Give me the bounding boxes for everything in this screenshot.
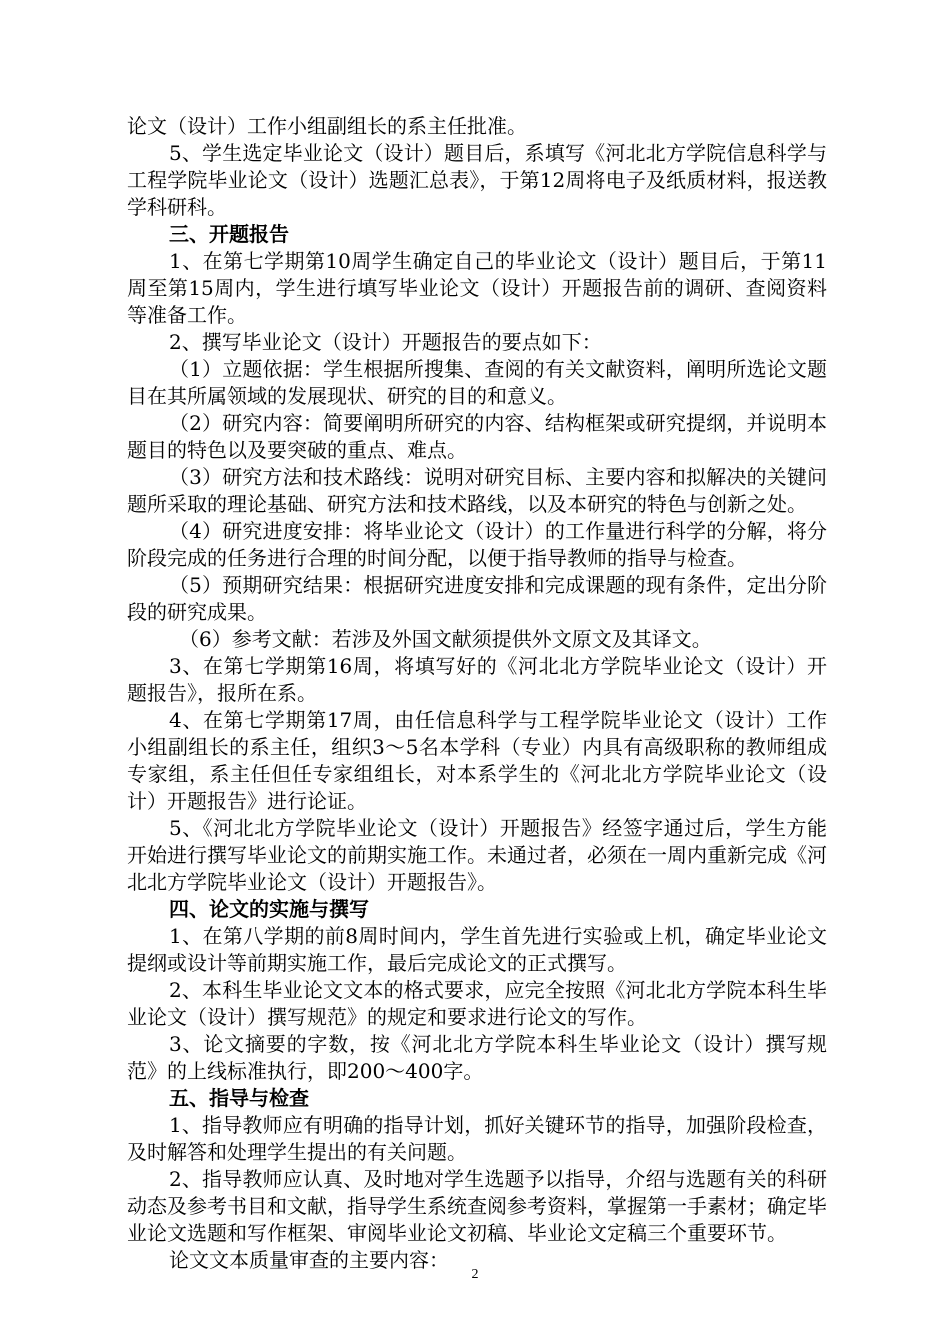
paragraph: 2、撰写毕业论文（设计）开题报告的要点如下：	[169, 330, 602, 354]
paragraph: 2、指导教师应认真、及时地对学生选题予以指导，介绍与选题有关的科研动态及参考书目和文献，指导学生系统查阅参考资料，掌握第一手素材；确定毕业论文选题和写作框架、审阅毕业论文初稿、毕业论文定稿三个重要环节。	[127, 1167, 827, 1245]
paragraph: 论文文本质量审查的主要内容：	[169, 1248, 449, 1272]
paragraph: 1、在第八学期的前8周时间内，学生首先进行实验或上机，确定毕业论文提纲或设计等前期实施工作，最后完成论文的正式撰写。	[127, 924, 827, 975]
paragraph: （1）立题依据：学生根据所搜集、查阅的有关文献资料，阐明所选论文题目在其所属领域的发展现状、研究的目的和意义。	[127, 357, 827, 408]
section-heading: 三、开题报告	[169, 222, 289, 246]
paragraph: （4）研究进度安排：将毕业论文（设计）的工作量进行科学的分解，将分阶段完成的任务进行合理的时间分配，以便于指导教师的指导与检查。	[127, 519, 827, 570]
paragraph: 2、本科生毕业论文文本的格式要求，应完全按照《河北北方学院本科生毕业论文（设计）撰写规范》的规定和要求进行论文的写作。	[127, 978, 827, 1029]
paragraph: 5、学生选定毕业论文（设计）题目后，系填写《河北北方学院信息科学与工程学院毕业论文（设计）选题汇总表》，于第12周将电子及纸质材料，报送教学科研科。	[127, 141, 827, 219]
paragraph: （5）预期研究结果：根据研究进度安排和完成课题的现有条件，定出分阶段的研究成果。	[127, 573, 827, 624]
section-heading: 五、指导与检查	[169, 1086, 309, 1110]
document-body	[127, 113, 827, 1274]
page-number: 2	[471, 1267, 479, 1282]
paragraph: 4、在第七学期第17周，由任信息科学与工程学院毕业论文（设计）工作小组副组长的系主任，组织3～5名本学科（专业）内具有高级职称的教师组成专家组，系主任但任专家组组长，对本系学生的《河北北方学院毕业论文（设计）开题报告》进行论证。	[127, 708, 827, 813]
paragraph: （2）研究内容：简要阐明所研究的内容、结构框架或研究提纲，并说明本题目的特色以及要突破的重点、难点。	[127, 411, 827, 462]
paragraph: 3、论文摘要的字数，按《河北北方学院本科生毕业论文（设计）撰写规范》的上线标准执行，即200～400字。	[127, 1032, 827, 1083]
paragraph: （6）参考文献：若涉及外国文献须提供外文原文及其译文。	[179, 627, 712, 651]
section-heading: 四、论文的实施与撰写	[169, 897, 369, 921]
paragraph: 5、《河北北方学院毕业论文（设计）开题报告》经签字通过后，学生方能开始进行撰写毕业论文的前期实施工作。未通过者，必须在一周内重新完成《河北北方学院毕业论文（设计）开题报告》。	[127, 816, 827, 894]
paragraph: 论文（设计）工作小组副组长的系主任批准。	[127, 114, 527, 138]
paragraph: （3）研究方法和技术路线：说明对研究目标、主要内容和拟解决的关键问题所采取的理论基础、研究方法和技术路线，以及本研究的特色与创新之处。	[127, 465, 827, 516]
paragraph: 1、指导教师应有明确的指导计划，抓好关键环节的指导，加强阶段检查，及时解答和处理学生提出的有关问题。	[127, 1113, 827, 1164]
paragraph: 3、在第七学期第16周，将填写好的《河北北方学院毕业论文（设计）开题报告》，报所在系。	[127, 654, 827, 705]
paragraph: 1、在第七学期第10周学生确定自己的毕业论文（设计）题目后，于第11周至第15周内，学生进行填写毕业论文（设计）开题报告前的调研、查阅资料等准备工作。	[127, 249, 827, 327]
